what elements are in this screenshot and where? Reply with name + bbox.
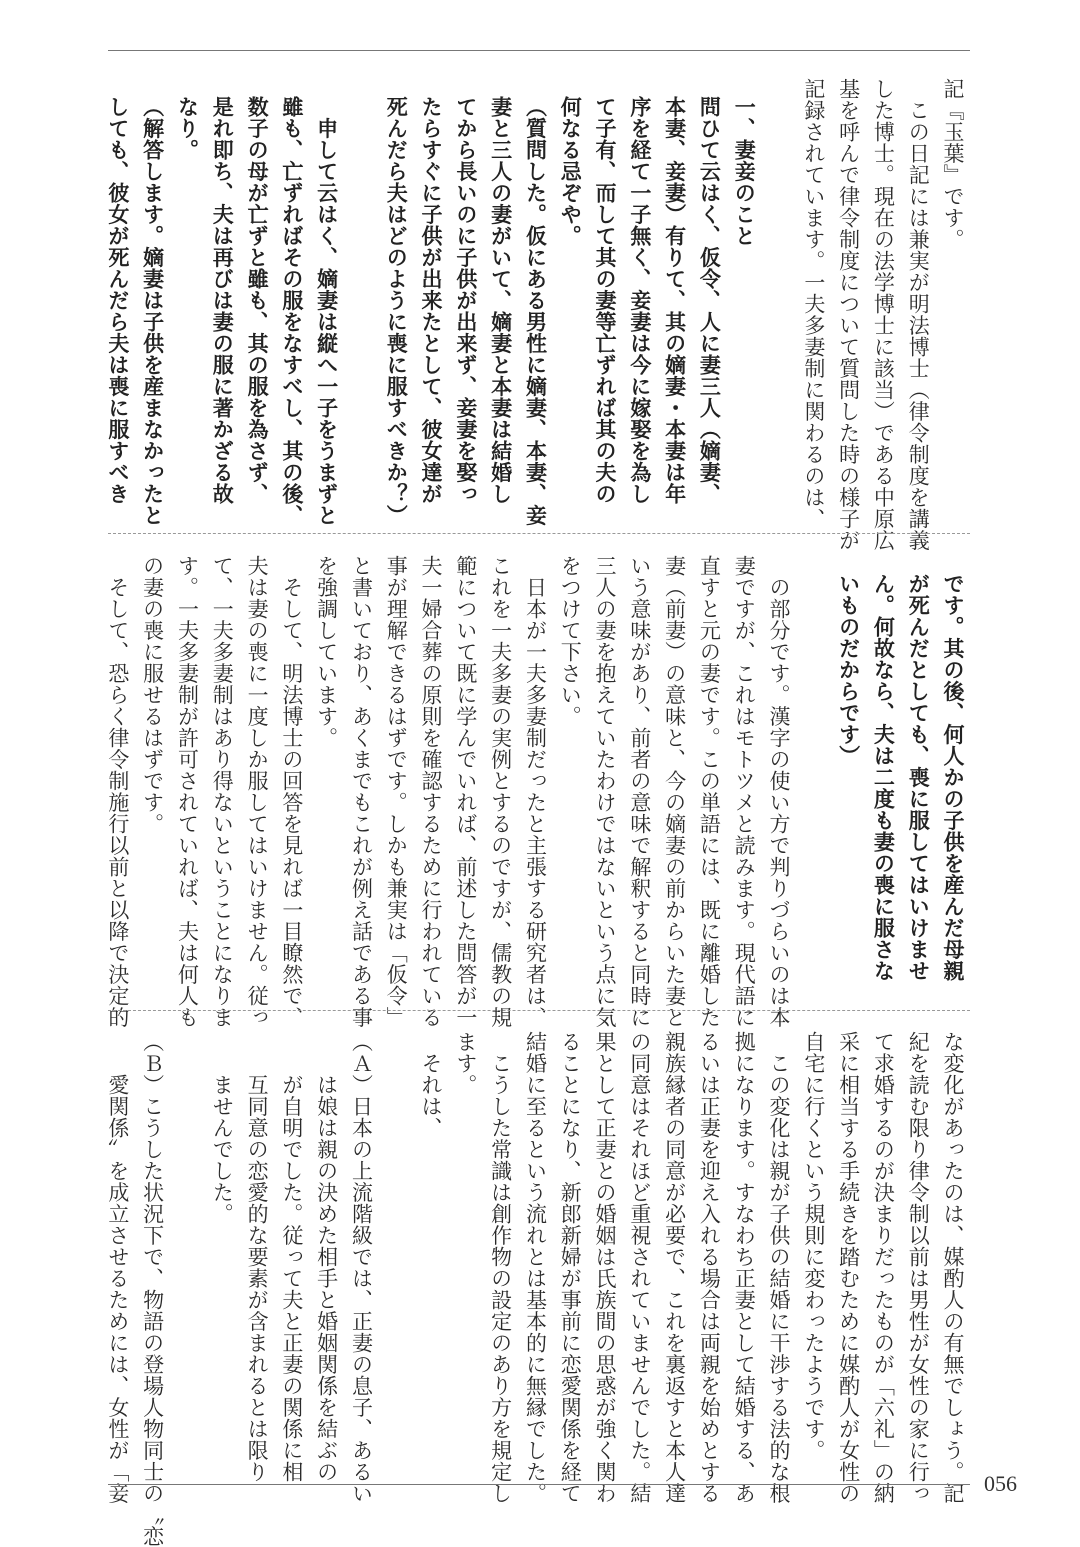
body-text-column: ることになり、新郎新婦が事前に恋愛関係を経て: [558, 1031, 583, 1504]
quoted-text-column: いものだからです）: [836, 573, 861, 767]
body-text-column: 夫は妻の喪に一度しか服してはいけません。従っ: [245, 555, 270, 1028]
body-text-column: の同意はそれほど重視されていませんでした。結: [627, 1031, 652, 1504]
text-block-1: [105, 78, 970, 551]
body-text-column: 互同意の恋愛的な要素が含まれるとは限り: [245, 1031, 270, 1483]
quoted-text-column: なり。: [175, 96, 200, 161]
text-block-2: [105, 555, 970, 1028]
body-text-column: 直すと元の妻です。この単語には、既に離婚した: [697, 555, 722, 1028]
body-text-column: を強調しています。: [314, 555, 339, 749]
quoted-text-column: 申して云はく、嫡妻は縦へ一子をうまずと: [314, 96, 339, 526]
body-text-column: 紀を読む限り律令制以前は男性が女性の家に行っ: [906, 1031, 931, 1504]
body-text-column: 拠になります。すなわち正妻として結婚する、あ: [732, 1031, 757, 1504]
body-text-column: ます。: [453, 1031, 478, 1096]
quoted-text-column: 本妻、妾妻）有りて、其の嫡妻・本妻は年: [662, 96, 687, 505]
quoted-text-column: たらすぐに子供が出来たとして、彼女達が: [419, 96, 444, 505]
body-text-column: いう意味があり、前者の意味で解釈すると同時に: [627, 555, 652, 1028]
quoted-text-column: 数子の母が亡ずと雖も、其の服を為さず、: [245, 96, 270, 505]
quoted-text-column: 序を経て一子無く、妾妻は今に嫁娶を為し: [627, 96, 652, 505]
quoted-text-column: 妻と三人の妻がいて、嫡妻と本妻は結婚し: [488, 96, 513, 505]
quoted-text-column: 一、妻妾のこと: [732, 96, 757, 247]
body-text-column: 妻ですが、これはモトツメと読みます。現代語に: [732, 555, 757, 1028]
body-text-column: て求婚するのが決まりだったものが「六礼」の納: [871, 1031, 896, 1504]
quoted-text-column: 死んだら夫はどのように喪に服すべきか？）: [384, 96, 409, 526]
body-text-column: この日記には兼実が明法博士（律令制度を講義: [906, 78, 931, 551]
body-text-column: 日本が一夫多妻制だったと主張する研究者は、: [523, 555, 548, 1028]
quoted-text-column: しても、彼女が死んだら夫は喪に服すべき: [105, 96, 130, 505]
quoted-text-column: てから長いのに子供が出来ず、妾妻を娶っ: [453, 96, 478, 505]
body-text-column: 基を呼んで律令制度について質問した時の様子が: [836, 78, 861, 551]
body-text-column: と書いており、あくまでもこれが例え話である事: [349, 555, 374, 1028]
body-text-column: これを一夫多妻の実例とするのですが、儒教の規: [488, 555, 513, 1028]
quoted-text-column: 雖も、亡ずればその服をなすべし、其の後、: [279, 96, 304, 526]
body-text-column: （Ｂ）こうした状況下で、物語の登場人物同士の〝恋: [140, 1031, 165, 1547]
body-text-column: 自宅に行くという規則に変わったようです。: [801, 1031, 826, 1461]
body-text-column: （Ａ）日本の上流階級では、正妻の息子、あるい: [349, 1031, 374, 1504]
top-rule: [108, 50, 970, 51]
body-text-column: この変化は親が子供の結婚に干渉する法的な根: [767, 1031, 792, 1504]
body-text-column: をつけて下さい。: [558, 555, 583, 727]
quoted-text-column: （解答します。嫡妻は子供を産まなかったと: [140, 96, 165, 526]
quoted-text-column: ん。何故なら、夫は二度も妻の喪に服さな: [871, 573, 896, 982]
page-number: 056: [984, 1471, 1017, 1496]
quoted-text-column: です。其の後、何人かの子供を産んだ母親: [941, 573, 965, 982]
quoted-text-column: 何なる忌ぞや。: [558, 96, 583, 247]
text-block-3: [105, 1031, 970, 1547]
body-text-column: るいは正妻を迎え入れる場合は両親を始めとする: [697, 1031, 722, 1504]
body-text-column: 采に相当する手続きを踏むために媒酌人が女性の: [836, 1031, 861, 1504]
quoted-text-column: [796, 555, 831, 573]
body-text-column: こうした常識は創作物の設定のあり方を規定し: [488, 1031, 513, 1504]
body-text-column: した博士。現在の法学博士に該当）である中原広: [871, 78, 896, 551]
body-text-column: 事が理解できるはずです。しかも兼実は「仮令」: [384, 555, 409, 1028]
body-text-column: 結婚に至るという流れとは基本的に無縁でした。: [523, 1031, 548, 1504]
body-text-column: 記録されています。一夫多妻制に関わるのは、: [801, 78, 826, 530]
body-text-column: 三人の妻を抱えていたわけではないという点に気: [593, 555, 618, 1028]
body-text-column: そして、明法博士の回答を見れば一目瞭然で、: [279, 555, 304, 1028]
body-text-column: それは、: [419, 1031, 444, 1139]
body-text-column: 果として正妻との婚姻は氏族間の思惑が強く関わ: [593, 1031, 618, 1504]
body-text-column: 愛関係〟を成立させるためには、女性が「妾: [105, 1031, 130, 1504]
body-text-column: 記『玉葉』です。: [941, 78, 965, 250]
section-divider: [108, 1010, 970, 1011]
body-text-column: は娘は親の決めた相手と婚姻関係を結ぶの: [314, 1031, 339, 1483]
quoted-text-column: が死んだとしても、喪に服してはいけませ: [906, 573, 931, 982]
bottom-rule: [108, 1484, 970, 1485]
body-text-column: が自明でした。従って夫と正妻の関係に相: [279, 1031, 304, 1483]
quoted-text-column: 問ひて云はく、仮令、人に妻三人（嫡妻、: [697, 96, 722, 505]
body-text-column: ませんでした。: [210, 1031, 235, 1225]
body-text-column: の部分です。漢字の使い方で判りづらいのは本: [767, 555, 792, 1028]
body-text-column: の妻の喪に服せるはずです。: [140, 555, 165, 835]
body-text-column: 夫一婦合葬の原則を確認するために行われている: [419, 555, 444, 1028]
body-text-column: そして、恐らく律令制施行以前と以降で決定的: [105, 555, 130, 1028]
quoted-text-column: 是れ即ち、夫は再びは妻の服に著かざる故: [210, 96, 235, 505]
quoted-text-column: て子有、而して其の妻等亡ずれば其の夫の: [593, 96, 618, 505]
body-text-column: な変化があったのは、媒酌人の有無でしょう。記: [941, 1031, 965, 1504]
quoted-text-column: （質問した。仮にある男性に嫡妻、本妻、妾: [523, 96, 548, 526]
body-text-column: 妻（前妻）の意味と、今の嫡妻の前からいた妻と: [662, 555, 687, 1028]
body-text-column: す。一夫多妻制が許可されていれば、夫は何人も: [175, 555, 200, 1028]
section-divider: [108, 533, 970, 534]
body-text-column: て、一夫多妻制はあり得ないということになりま: [210, 555, 235, 1028]
body-text-column: 親族縁者の同意が必要で、これを裏返すと本人達: [662, 1031, 687, 1504]
body-text-column: 範について既に学んでいれば、前述した問答が一: [453, 555, 478, 1028]
quoted-text-column: [344, 78, 379, 96]
